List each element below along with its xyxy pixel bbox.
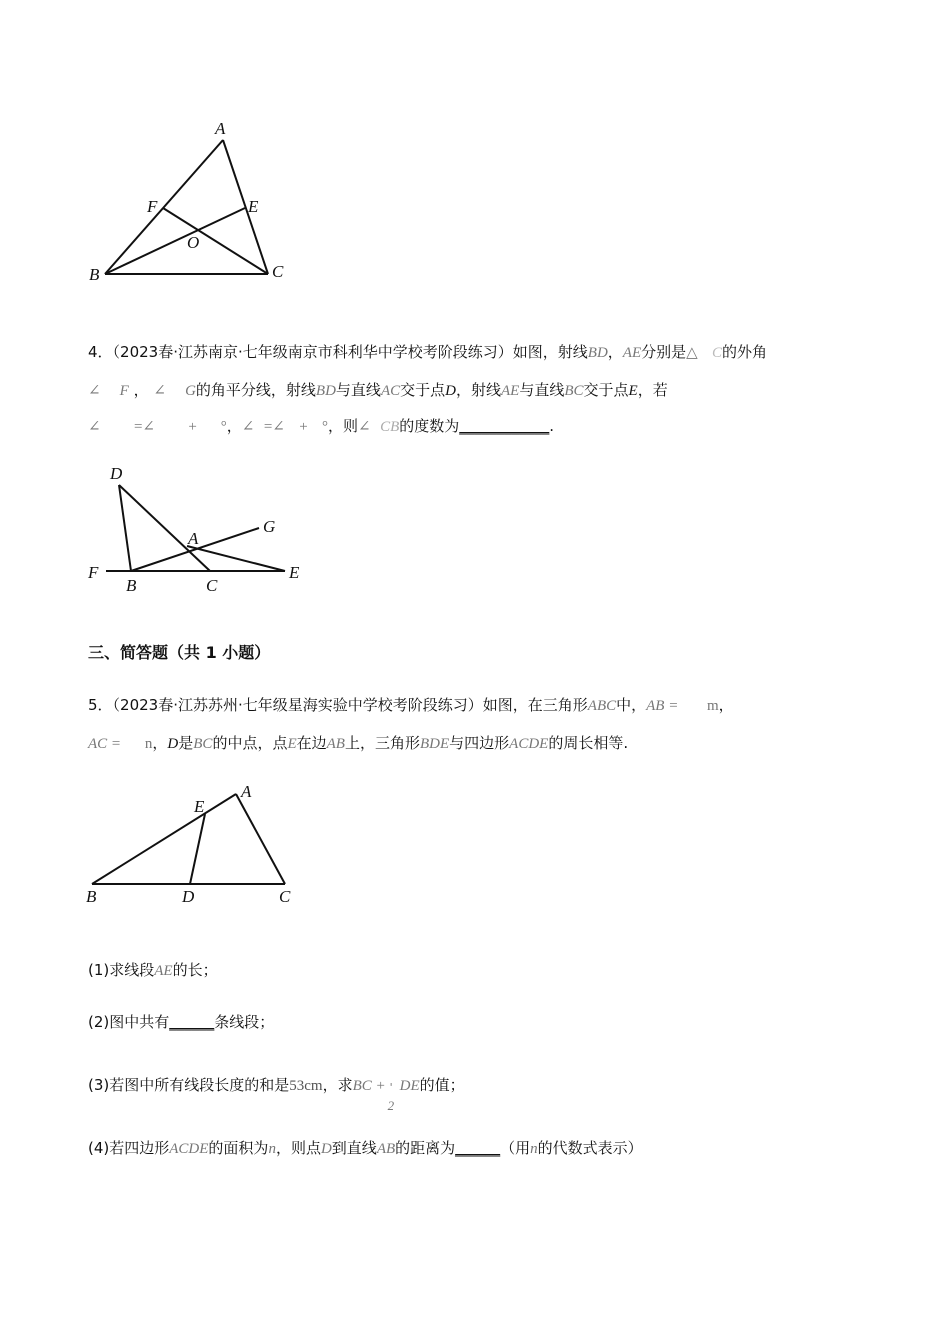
figure-exterior-angle-bisectors <box>80 458 310 598</box>
label-e: E <box>248 197 259 216</box>
label-b: B <box>89 265 100 284</box>
label-c: C <box>206 576 218 595</box>
sub-question-2: (2)图中共有______条线段； <box>88 1013 275 1031</box>
label-a: A <box>188 529 199 548</box>
sub-question-3: (3)若图中所有线段长度的和是53cm，求BC + ' 2 DE的值； <box>88 1076 465 1113</box>
q4-source: （2023春·江苏南京·七年级南京市科利华中学校考阶段练习） <box>112 343 513 361</box>
label-g: G <box>263 517 276 536</box>
label-f: F <box>88 563 99 582</box>
q4-answer-blank[interactable]: ____________ <box>459 417 550 435</box>
label-o: O <box>187 233 200 252</box>
figure-triangle-bde <box>80 775 310 910</box>
q4-line-3: ∠ =∠ + °，∠ =∠ + °，则∠ CB的度数为____________. <box>88 417 555 435</box>
section-heading: 三、简答题（共 1 小题） <box>88 643 271 662</box>
label-f: F <box>147 197 158 216</box>
segment-ab <box>105 140 223 274</box>
segment-cf <box>163 208 268 274</box>
label-a: A <box>215 119 226 138</box>
sub4-answer-blank[interactable]: ______ <box>455 1139 501 1157</box>
q4-line-1: 4．（2023春·江苏南京·七年级南京市科利华中学校考阶段练习）如图，射线BD，AE分别是△ C的外角 <box>88 343 768 361</box>
q5-source: （2023春·江苏苏州·七年级星海实验中学校考阶段练习） <box>112 696 483 714</box>
segment-ae <box>187 546 285 571</box>
sub2-answer-blank[interactable]: ______ <box>169 1013 215 1031</box>
label-b: B <box>86 887 97 906</box>
label-d: D <box>182 887 195 906</box>
segment-de <box>190 814 205 884</box>
label-a: A <box>241 782 252 801</box>
label-d: D <box>110 464 123 483</box>
label-c: C <box>279 887 291 906</box>
segment-db <box>119 485 131 571</box>
q5-line-1: 5．（2023春·江苏苏州·七年级星海实验中学校考阶段练习）如图，在三角形ABC中，AB = m， <box>88 696 734 714</box>
segment-da <box>119 485 210 571</box>
label-e: E <box>194 797 205 816</box>
sub-question-4: (4)若四边形ACDE的面积为n，则点D到直线AB的距离为______（用n的代数式表示） <box>88 1139 643 1157</box>
label-e: E <box>289 563 300 582</box>
label-c: C <box>272 262 284 281</box>
q4-number: 4． <box>88 343 113 361</box>
segment-ac <box>223 140 268 274</box>
sub-question-1: (1)求线段AE的长； <box>88 961 218 979</box>
segment-ac <box>236 794 285 884</box>
q5-number: 5． <box>88 696 113 714</box>
figure-triangle-abc-cevians <box>80 115 310 290</box>
q4-line-2: ∠ F ， ∠ G的角平分线，射线BD与直线AC交于点D，射线AE与直线BC交于点E，若 <box>88 381 668 399</box>
segment-be <box>105 208 245 274</box>
label-b: B <box>126 576 137 595</box>
q5-line-2: AC = n，D是BC的中点，点E在边AB上，三角形BDE与四边形ACDE的周长相等. <box>88 734 629 752</box>
segment-ba <box>92 794 236 884</box>
